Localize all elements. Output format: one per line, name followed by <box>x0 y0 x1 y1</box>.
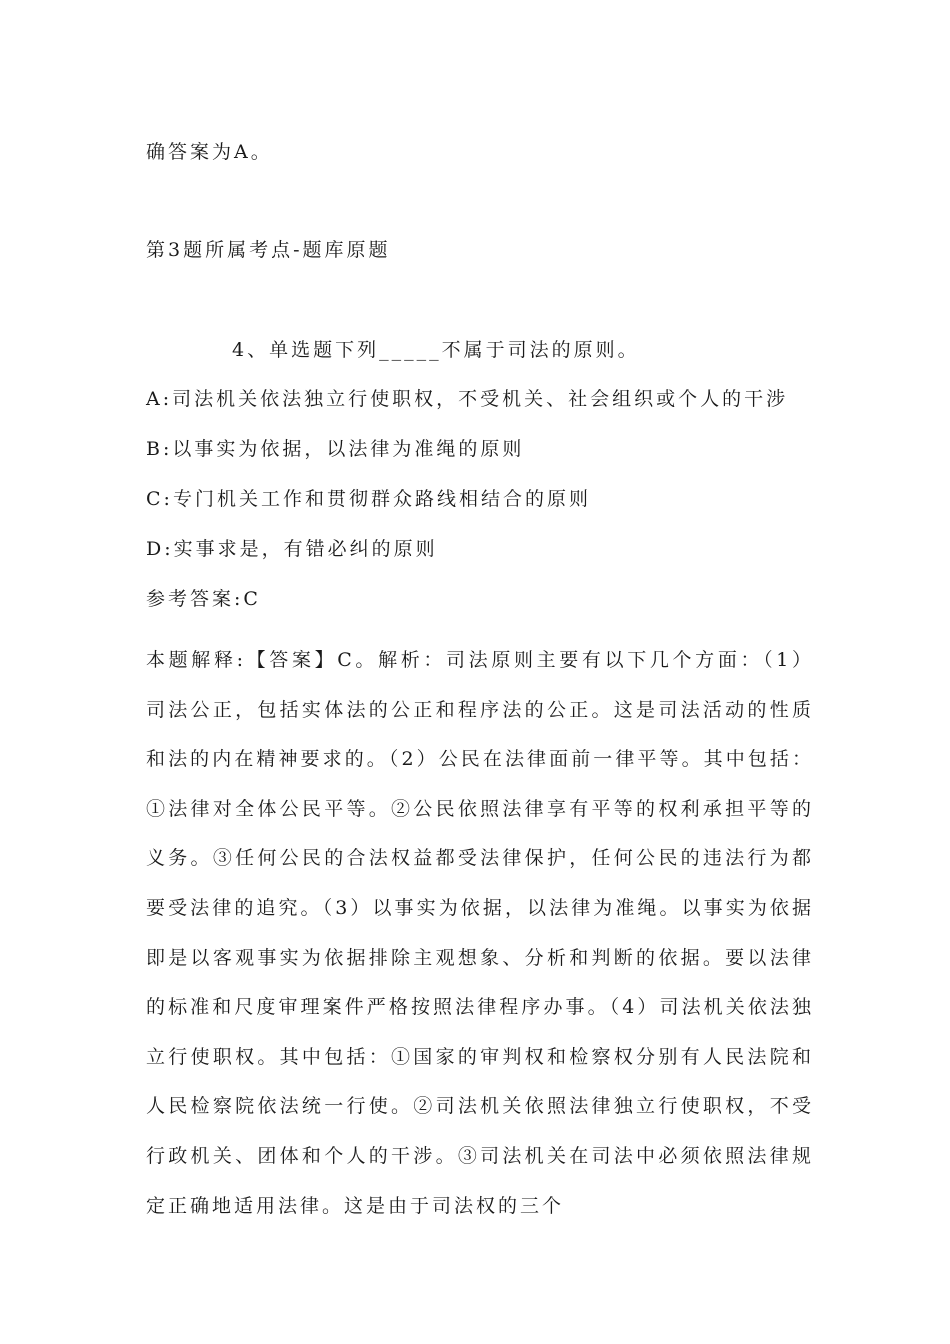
reference-answer: 参考答案:C <box>146 588 261 610</box>
previous-answer-tail: 确答案为A。 <box>146 141 273 163</box>
option-c: C:专门机关工作和贯彻群众路线相结合的原则 <box>146 488 591 510</box>
option-d: D:实事求是，有错必纠的原则 <box>146 538 438 560</box>
answer-explanation: 本题解释:【答案】C。解析：司法原则主要有以下几个方面：（1）司法公正，包括实体法的公正和程序法的公正。这是司法活动的性质和法的内在精神要求的。（2）公民在法律面前一律平等。其中包括：①法律对全体公民平等。②公民依照法律享有平等的权利承担平等的义务。③任何公民的合法权益都受法律保护，任何公民的违法行为都要受法律的追究。（3）以事实为依据，以法律为准绳。以事实为依据即是以客观事实为依据排除主观想象、分析和判断的依据。要以法律的标准和尺度审理案件严格按照法律程序办事。（4）司法机关依法独立行使职权。其中包括：①国家的审判权和检察权分别有人民法院和人民检察院依法统一行使。②司法机关依照法律独立行使职权，不受行政机关、团体和个人的干涉。③司法机关在司法中必须依照法律规定正确地适用法律。这是由于司法权的三个 <box>146 649 814 1217</box>
question-3-source-note: 第3题所属考点-题库原题 <box>146 239 391 261</box>
question-4-stem: 4、单选题下列_____不属于司法的原则。 <box>232 339 640 361</box>
option-a: A:司法机关依法独立行使职权，不受机关、社会组织或个人的干涉 <box>146 388 789 410</box>
option-b: B:以事实为依据，以法律为准绳的原则 <box>146 438 525 460</box>
